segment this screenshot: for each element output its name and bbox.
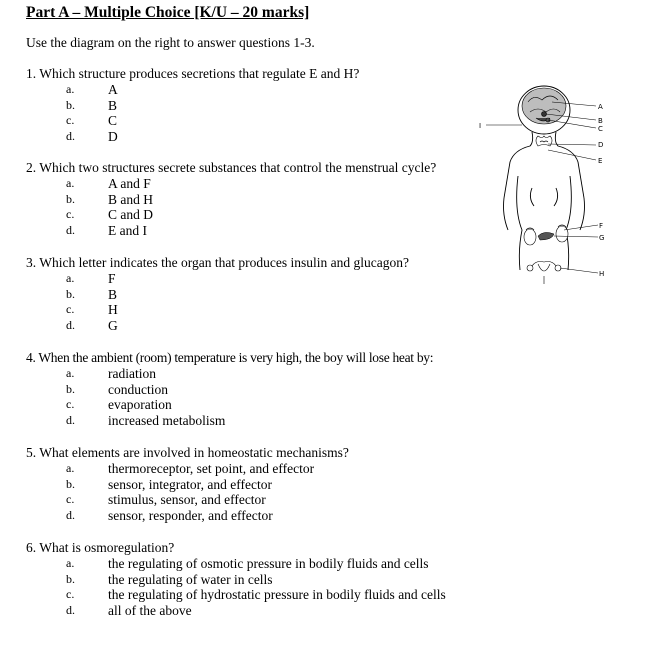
option-text: C bbox=[108, 113, 118, 129]
option-letter: d. bbox=[66, 603, 75, 618]
question-stem: 5. What elements are involved in homeostatic mechanisms? bbox=[26, 445, 349, 460]
label-a: A bbox=[598, 103, 603, 111]
option-letter: b. bbox=[66, 571, 75, 586]
option-c bbox=[26, 587, 486, 603]
question-3 bbox=[26, 255, 486, 334]
option-c bbox=[26, 397, 486, 413]
option-letter: b. bbox=[66, 286, 75, 301]
option-letter: b. bbox=[66, 191, 75, 206]
option-a bbox=[26, 176, 486, 192]
option-letter: a. bbox=[66, 82, 75, 96]
option-text: the regulating of hydrostatic pressure in bodily fluids and cells bbox=[108, 587, 446, 603]
page-title: Part A – Multiple Choice [K/U – 20 marks] bbox=[26, 4, 310, 21]
option-d bbox=[26, 318, 486, 334]
question-4 bbox=[26, 350, 486, 429]
option-text: B bbox=[108, 97, 118, 113]
option-b bbox=[26, 572, 486, 588]
option-b bbox=[26, 477, 486, 493]
question-stem: 1. Which structure produces secretions that regulate E and H? bbox=[26, 66, 360, 81]
option-text: A bbox=[108, 82, 118, 97]
option-text: conduction bbox=[108, 381, 168, 397]
option-letter: c. bbox=[66, 113, 75, 128]
option-letter: b. bbox=[66, 97, 75, 112]
option-text: evaporation bbox=[108, 397, 172, 413]
ovaries-icon bbox=[527, 262, 561, 285]
option-a bbox=[26, 556, 486, 572]
option-text: sensor, responder, and effector bbox=[108, 508, 273, 524]
instructions: Use the diagram on the right to answer questions 1-3. bbox=[26, 35, 315, 50]
option-text: E and I bbox=[108, 223, 147, 239]
question-stem: 3. Which letter indicates the organ that produces insulin and glucagon? bbox=[26, 255, 410, 270]
option-a bbox=[26, 271, 486, 287]
option-text: increased metabolism bbox=[108, 413, 226, 429]
option-text: A and F bbox=[108, 176, 151, 191]
label-d: D bbox=[598, 141, 604, 149]
question-1 bbox=[26, 66, 486, 145]
label-e: E bbox=[598, 157, 603, 165]
leader-lines bbox=[486, 102, 598, 273]
option-c bbox=[26, 492, 486, 508]
option-letter: c. bbox=[66, 207, 75, 222]
thyroid-icon bbox=[536, 136, 552, 146]
endocrine-diagram bbox=[474, 80, 644, 300]
option-text: all of the above bbox=[108, 603, 192, 619]
option-text: H bbox=[108, 302, 118, 318]
option-letter: b. bbox=[66, 476, 75, 491]
option-letter: c. bbox=[66, 492, 75, 507]
option-letter: a. bbox=[66, 271, 75, 285]
question-2 bbox=[26, 160, 486, 239]
option-a bbox=[26, 366, 486, 382]
option-letter: c. bbox=[66, 302, 75, 317]
label-g: G bbox=[599, 234, 605, 242]
option-letter: b. bbox=[66, 381, 75, 396]
option-letter: c. bbox=[66, 587, 75, 602]
option-letter: a. bbox=[66, 366, 75, 380]
option-text: sensor, integrator, and effector bbox=[108, 476, 272, 492]
option-d bbox=[26, 508, 486, 524]
option-text: F bbox=[108, 271, 116, 286]
option-b bbox=[26, 382, 486, 398]
brain-icon bbox=[522, 88, 566, 124]
option-letter: a. bbox=[66, 176, 75, 190]
option-c bbox=[26, 302, 486, 318]
option-c bbox=[26, 113, 486, 129]
option-letter: d. bbox=[66, 413, 75, 428]
option-letter: c. bbox=[66, 397, 75, 412]
option-d bbox=[26, 603, 486, 619]
label-b: B bbox=[598, 117, 603, 125]
option-letter: d. bbox=[66, 508, 75, 523]
option-letter: d. bbox=[66, 129, 75, 144]
option-b bbox=[26, 192, 486, 208]
option-text: B bbox=[108, 286, 118, 302]
option-text: the regulating of water in cells bbox=[108, 571, 273, 587]
question-stem: 4. When the ambient (room) temperature is very high, the boy will lose heat by: bbox=[26, 350, 434, 365]
label-c: C bbox=[598, 125, 603, 133]
option-d bbox=[26, 413, 486, 429]
option-text: stimulus, sensor, and effector bbox=[108, 492, 266, 508]
option-letter: d. bbox=[66, 223, 75, 238]
pancreas-icon bbox=[538, 232, 554, 240]
option-a bbox=[26, 82, 486, 98]
question-6 bbox=[26, 540, 486, 619]
option-b bbox=[26, 287, 486, 303]
option-text: B and H bbox=[108, 191, 153, 207]
option-a bbox=[26, 461, 486, 477]
option-letter: a. bbox=[66, 461, 75, 475]
option-d bbox=[26, 223, 486, 239]
label-f: F bbox=[599, 222, 604, 230]
option-text: radiation bbox=[108, 366, 156, 381]
option-text: C and D bbox=[108, 207, 153, 223]
label-i: I bbox=[479, 122, 482, 130]
label-h: H bbox=[599, 270, 605, 278]
option-text: D bbox=[108, 129, 118, 145]
option-text: thermoreceptor, set point, and effector bbox=[108, 461, 315, 476]
option-letter: a. bbox=[66, 556, 75, 570]
option-text: the regulating of osmotic pressure in bodily fluids and cells bbox=[108, 556, 429, 571]
question-stem: 2. Which two structures secrete substances that control the menstrual cycle? bbox=[26, 160, 437, 175]
option-c bbox=[26, 207, 486, 223]
question-5 bbox=[26, 445, 486, 524]
option-letter: d. bbox=[66, 318, 75, 333]
option-text: G bbox=[108, 318, 118, 334]
option-b bbox=[26, 98, 486, 114]
option-d bbox=[26, 129, 486, 145]
question-stem: 6. What is osmoregulation? bbox=[26, 540, 175, 555]
